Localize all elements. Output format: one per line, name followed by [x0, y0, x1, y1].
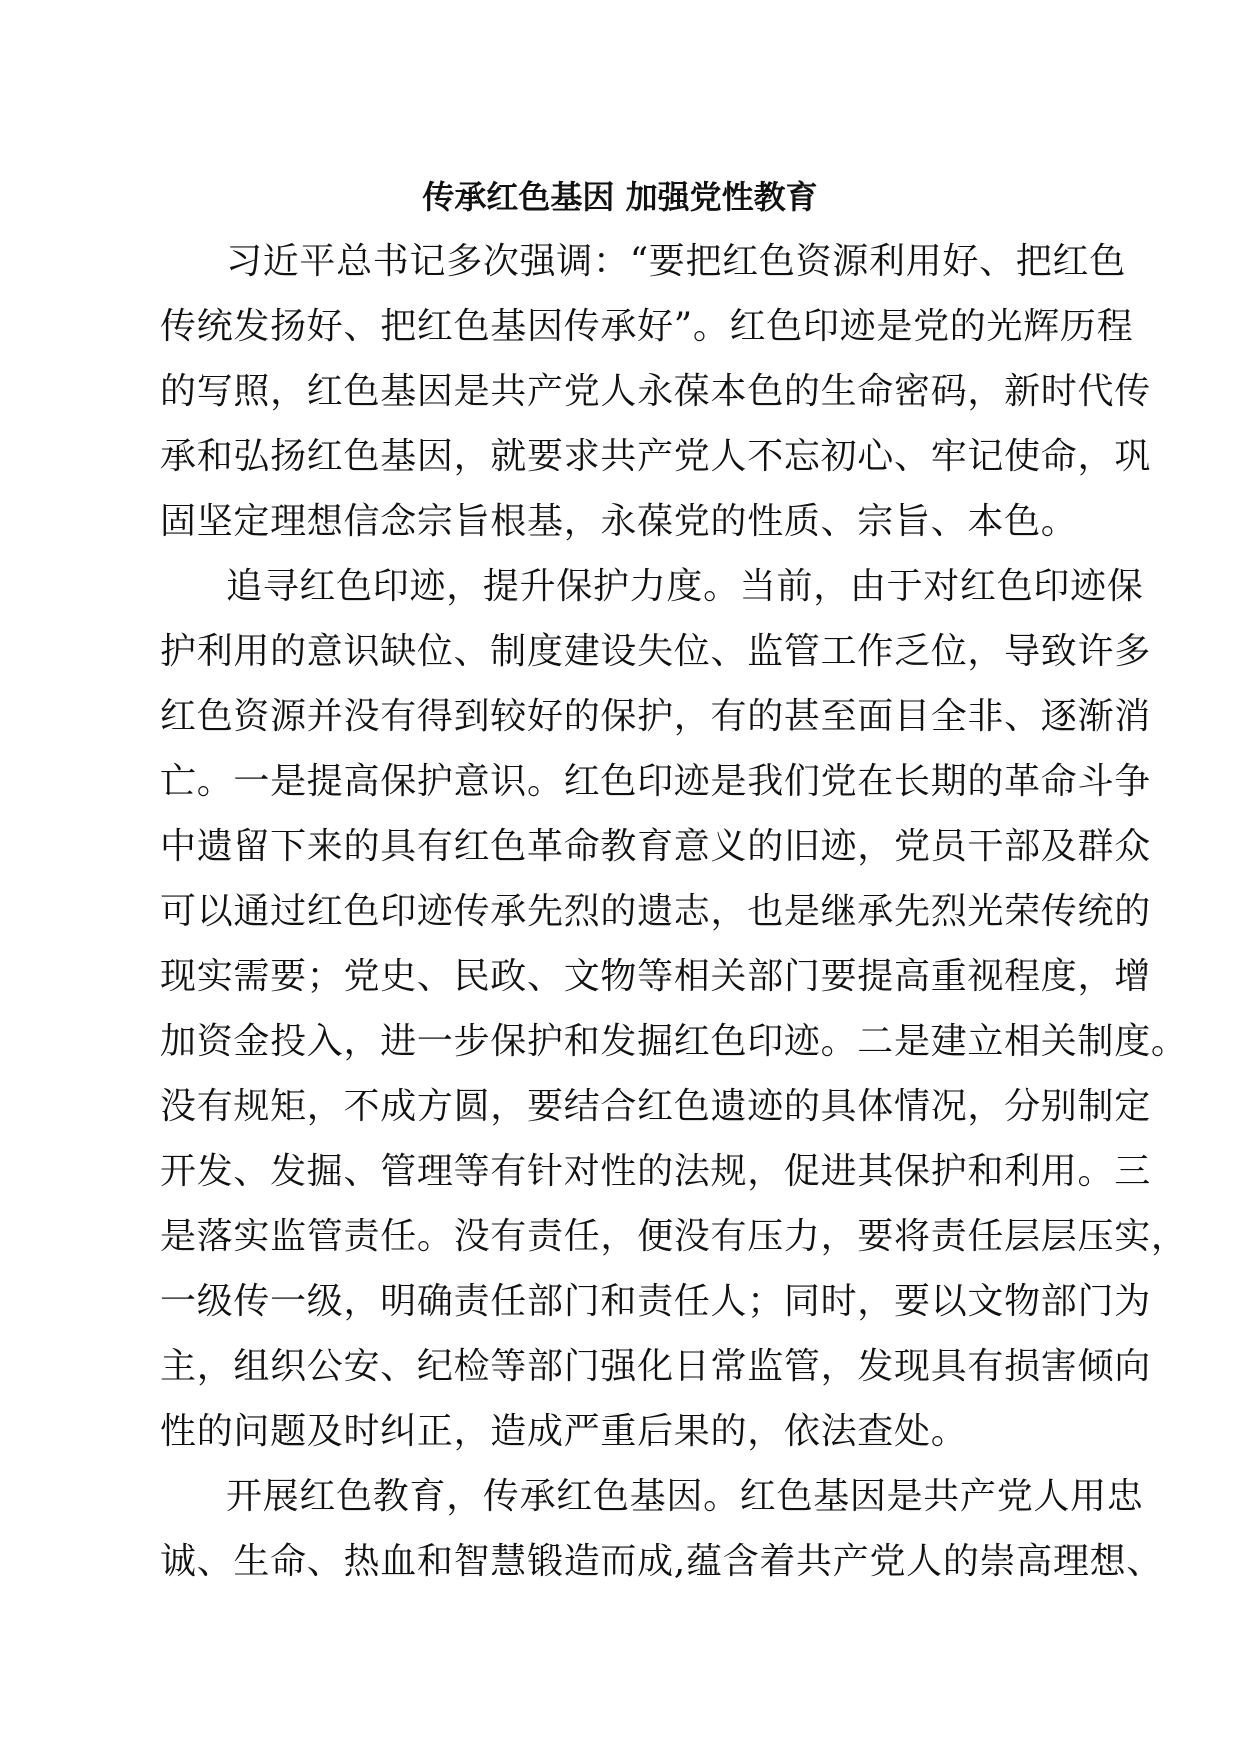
document-title: 传承红色基因 加强党性教育	[422, 178, 818, 216]
paragraph-2-line: 加资金投入，进一步保护和发掘红色印迹。二是建立相关制度。	[160, 1021, 1188, 1062]
paragraph-2-line: 是落实监管责任。没有责任，便没有压力，要将责任层层压实，	[160, 1216, 1188, 1257]
paragraph-2-line: 性的问题及时纠正，造成严重后果的，依法查处。	[160, 1411, 968, 1452]
paragraph-2-line: 护利用的意识缺位、制度建设失位、监管工作乏位，导致许多	[160, 631, 1151, 672]
paragraph-2-line: 可以通过红色印迹传承先烈的遗志，也是继承先烈光荣传统的	[160, 891, 1151, 932]
paragraph-2-line: 主，组织公安、纪检等部门强化日常监管，发现具有损害倾向	[160, 1346, 1151, 1387]
paragraph-2-line: 中遗留下来的具有红色革命教育意义的旧迹，党员干部及群众	[160, 826, 1151, 867]
paragraph-2-line: 一级传一级，明确责任部门和责任人；同时，要以文物部门为	[160, 1281, 1151, 1322]
paragraph-1-line: 传统发扬好、把红色基因传承好”。红色印迹是党的光辉历程	[160, 306, 1134, 347]
paragraph-1-line: 承和弘扬红色基因，就要求共产党人不忘初心、牢记使命，巩	[160, 436, 1151, 477]
paragraph-2-line: 亡。一是提高保护意识。红色印迹是我们党在长期的革命斗争	[160, 761, 1151, 802]
paragraph-2-line: 开发、发掘、管理等有针对性的法规，促进其保护和利用。三	[160, 1151, 1151, 1192]
paragraph-3-line: 开展红色教育，传承红色基因。红色基因是共产党人用忠	[226, 1476, 1144, 1517]
paragraph-1-line: 习近平总书记多次强调：“要把红色资源利用好、把红色	[226, 241, 1126, 282]
paragraph-2-line: 现实需要；党史、民政、文物等相关部门要提高重视程度，增	[160, 956, 1151, 997]
paragraph-3-line: 诚、生命、热血和智慧锻造而成,蕴含着共产党人的崇高理想、	[160, 1541, 1164, 1582]
paragraph-1-line: 固坚定理想信念宗旨根基，永葆党的性质、宗旨、本色。	[160, 501, 1078, 542]
paragraph-2-line: 没有规矩，不成方圆，要结合红色遗迹的具体情况，分别制定	[160, 1086, 1151, 1127]
paragraph-2-line: 红色资源并没有得到较好的保护，有的甚至面目全非、逐渐消	[160, 696, 1151, 737]
paragraph-2-line: 追寻红色印迹，提升保护力度。当前，由于对红色印迹保	[226, 566, 1144, 607]
paragraph-1-line: 的写照，红色基因是共产党人永葆本色的生命密码，新时代传	[160, 371, 1151, 412]
